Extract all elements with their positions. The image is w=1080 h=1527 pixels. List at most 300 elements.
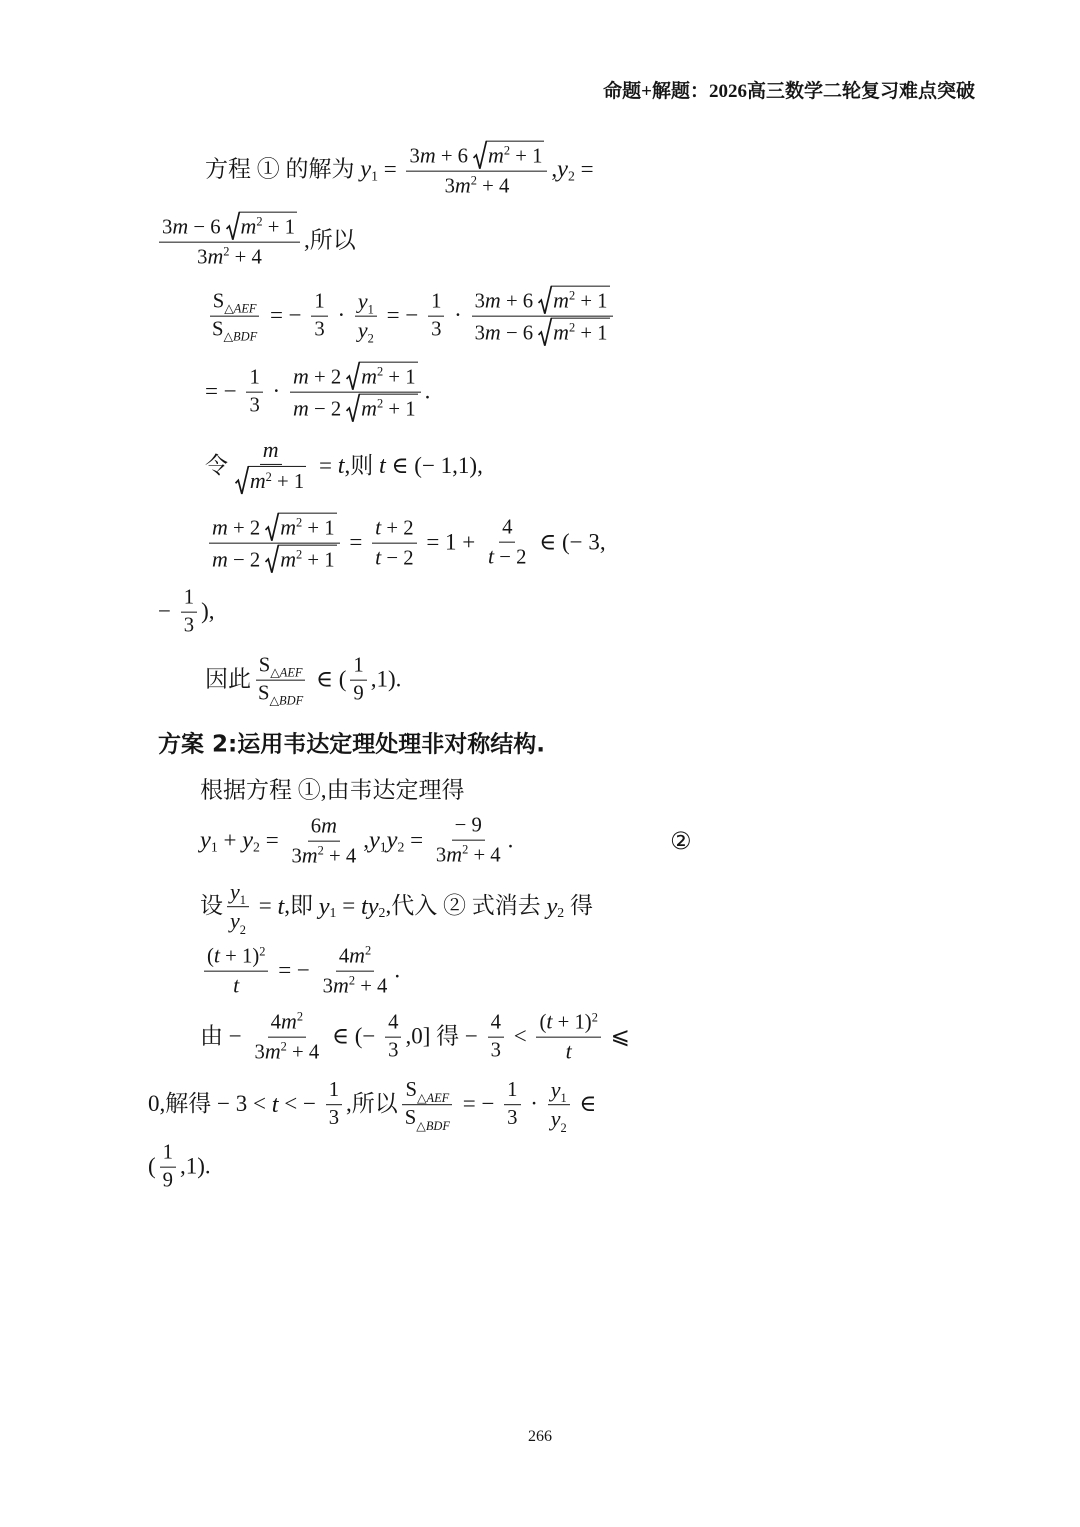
text-run: = [343, 529, 369, 555]
fraction-denominator [442, 172, 513, 200]
text-run: + 1 [510, 145, 543, 168]
radicand [248, 466, 306, 495]
math-variable: m [262, 436, 279, 462]
ratio-substitution-line [200, 879, 593, 935]
text-run: 由 − [200, 1023, 248, 1049]
text-run: + 1 [575, 290, 608, 313]
fraction [504, 1079, 520, 1132]
radicand [239, 212, 297, 241]
text-run: + 1) [220, 945, 260, 968]
fraction-numerator [488, 1011, 504, 1038]
math-variable: m [333, 972, 349, 998]
fraction [326, 1079, 342, 1132]
math-variable: m [301, 842, 318, 868]
radicand [486, 141, 544, 170]
text-run: 9 [162, 1169, 174, 1192]
radicand [359, 394, 417, 423]
fraction-denominator [232, 465, 309, 495]
text-run: 1 [507, 1079, 518, 1102]
square-root [538, 286, 609, 315]
fraction-denominator [488, 1038, 504, 1064]
math-variable: y [546, 892, 558, 920]
superscript: 2 [265, 469, 272, 484]
math-variable: m [553, 287, 569, 313]
inequality-line [200, 1009, 630, 1066]
text-run: 1 [162, 1141, 174, 1164]
math-variable: t [379, 451, 386, 479]
fraction-numerator [499, 516, 515, 543]
math-variable: m [446, 841, 463, 867]
text-run: ⩽ [604, 1023, 630, 1049]
text-run: − 2 [227, 549, 266, 572]
math-variable: y [386, 826, 398, 854]
math-variable: m [281, 1008, 297, 1034]
fraction-denominator [548, 1106, 570, 1133]
math-variable: t [565, 1038, 572, 1064]
fraction-numerator [536, 1009, 600, 1038]
conclusion-line-1 [205, 654, 401, 707]
text-run: ,则 [344, 452, 379, 478]
square-root [226, 212, 297, 241]
subscript: 1 [329, 905, 337, 921]
math-variable: m [553, 319, 569, 345]
radical-sign [346, 394, 360, 423]
math-variable: m [488, 142, 504, 168]
text-run: , [551, 156, 558, 182]
fraction-numerator [181, 586, 197, 613]
superscript: 2 [223, 244, 230, 259]
text-run: < − [278, 1091, 322, 1117]
fraction [251, 1009, 322, 1066]
square-root [473, 141, 544, 170]
radical-sign [265, 513, 279, 542]
superscript: 2 [591, 1010, 598, 1025]
text-run: S [212, 290, 225, 313]
text-run: 得 [564, 893, 593, 919]
fraction-numerator [336, 943, 374, 972]
fraction-denominator [320, 972, 391, 1000]
text-run: + 1 [302, 549, 335, 572]
fraction [320, 943, 391, 1000]
fraction-denominator [433, 841, 504, 869]
superscript: 2 [568, 320, 576, 335]
text-run: 3 [444, 175, 455, 198]
text-run: − 9 [454, 814, 482, 837]
fraction-numerator [268, 1009, 306, 1038]
text-run: − 2 [308, 398, 347, 421]
fraction [402, 1079, 453, 1132]
text-run: 1 [249, 366, 260, 389]
text-run: 3 [388, 1039, 399, 1062]
fraction-denominator [372, 544, 416, 572]
math-variable: y [550, 1077, 561, 1103]
text-run: + 4 [323, 845, 357, 868]
math-variable: t [375, 544, 382, 570]
text-run: ), [201, 598, 215, 624]
text-run: 3 [197, 246, 208, 269]
subscript: △AEF [270, 665, 303, 680]
math-variable: m [212, 514, 228, 540]
subscript: 1 [210, 839, 218, 855]
text-run: 3 [183, 614, 195, 637]
fraction-denominator [472, 317, 613, 347]
text-run: + 1 [302, 517, 335, 540]
solution-range-line [148, 1077, 596, 1133]
text-run: + 6 [435, 145, 474, 168]
text-run: + 4 [229, 246, 262, 269]
square-root [346, 362, 417, 391]
fraction [209, 513, 340, 574]
text-run: 4 [388, 1011, 399, 1034]
text-run: ,所以 [303, 227, 356, 253]
fraction-numerator [326, 1079, 342, 1106]
text-run: ∈ (− [326, 1023, 382, 1049]
math-variable: y [557, 155, 568, 183]
math-variable: m [240, 213, 257, 239]
math-variable: y [550, 1106, 561, 1132]
text-run: = − [272, 957, 316, 983]
math-variable: m [349, 942, 366, 968]
heading-text: 方案 2:运用韦达定理处理非对称结构. [158, 731, 545, 758]
fraction-denominator [355, 317, 377, 344]
range-derivation-line [205, 513, 606, 574]
fraction [255, 654, 306, 707]
subscript: 2 [253, 839, 260, 855]
text-run: . [424, 378, 431, 404]
text-run: 3 [474, 322, 485, 345]
text-run: 6 [310, 815, 322, 838]
math-variable: y [357, 317, 368, 343]
text-run: − 6 [188, 216, 226, 239]
math-variable: t [271, 1090, 279, 1118]
fraction-numerator [402, 1079, 452, 1106]
text-run: 1 [353, 654, 364, 677]
fraction-denominator [255, 681, 306, 707]
fraction [472, 286, 613, 347]
text-run: + 1) [552, 1011, 592, 1034]
fraction-denominator [227, 908, 249, 935]
text-run: ∈ (− 1,1), [385, 452, 483, 478]
radical-sign [538, 318, 552, 347]
text-run: = − [264, 302, 308, 328]
radical-sign [235, 466, 249, 495]
text-run: 3 [254, 1041, 265, 1064]
subscript: △AEF [224, 301, 257, 316]
text-run: ( [148, 1153, 156, 1179]
text-run: ∈ (− 3, [533, 529, 606, 555]
fraction-numerator [209, 513, 340, 544]
conclusion-line-2 [148, 1141, 211, 1194]
subscript: 2 [397, 839, 405, 855]
fraction-denominator [181, 613, 197, 639]
text-run: 1 [328, 1079, 340, 1102]
fraction-denominator [246, 393, 262, 419]
fraction [232, 437, 309, 495]
fraction [485, 516, 529, 571]
text-run: = [259, 827, 285, 853]
math-variable: y [230, 908, 240, 934]
superscript: 2 [296, 1009, 304, 1024]
text-run: = [377, 156, 403, 182]
math-variable: m [249, 468, 266, 494]
superscript: 2 [377, 396, 384, 411]
text-run: ,1). [370, 666, 402, 692]
math-variable: m [172, 213, 189, 239]
fraction-numerator [160, 1141, 176, 1168]
fraction-numerator [159, 212, 300, 243]
text-run: ( [539, 1011, 547, 1034]
text-run: + 1 [262, 216, 295, 239]
text-run: S [258, 682, 270, 705]
roots-line [205, 141, 594, 200]
math-variable: y [357, 288, 368, 314]
superscript: 2 [377, 364, 384, 379]
fraction-denominator [160, 1168, 176, 1194]
text-run: + 1 [383, 398, 416, 421]
radical-sign [538, 286, 552, 315]
fraction-denominator [428, 317, 444, 343]
math-variable: y [368, 826, 380, 854]
square-root [235, 466, 306, 495]
text-run: 3 [507, 1107, 518, 1130]
text-run: 根据方程 ①,由韦达定理得 [200, 777, 465, 803]
subscript: 2 [568, 168, 575, 184]
subscript: 1 [560, 1091, 567, 1106]
fraction [406, 141, 547, 200]
fraction-denominator [485, 543, 529, 571]
radicand [359, 362, 417, 391]
fraction-numerator [204, 943, 268, 972]
fraction [159, 212, 300, 271]
text-run: S [258, 654, 271, 677]
area-ratio-simplified-line [205, 362, 430, 423]
area-ratio-line [205, 286, 617, 347]
text-run: 3 [328, 1107, 340, 1130]
text-run: 3 [474, 290, 485, 313]
roots-line-continued [155, 212, 356, 271]
text-run: 3 [435, 844, 447, 867]
math-variable: m [280, 546, 297, 572]
math-variable: y [242, 826, 254, 854]
equation-tag: ② [670, 827, 692, 855]
fraction-denominator [194, 243, 265, 271]
text-run: 方程 ① 的解为 [205, 156, 361, 182]
text-run: + 1 [383, 366, 416, 389]
math-variable: m [321, 812, 337, 838]
fraction [372, 515, 416, 572]
radicand [551, 318, 609, 347]
superscript: 2 [259, 944, 266, 959]
text-run: 4 [270, 1011, 281, 1034]
text-run: − 2 [494, 546, 527, 569]
fraction-numerator [210, 290, 260, 317]
text-run: 3 [162, 216, 173, 239]
text-run: S [404, 1107, 417, 1130]
fraction [204, 943, 268, 999]
math-variable: m [264, 1038, 281, 1064]
math-variable: m [419, 142, 436, 168]
superscript: 2 [280, 1039, 287, 1054]
text-run: 3 [291, 845, 302, 868]
fraction-numerator [260, 437, 282, 465]
text-run: 4 [338, 945, 350, 968]
math-variable: m [361, 395, 378, 421]
text-run: ∈ [573, 1091, 597, 1117]
text-run: · [448, 302, 468, 328]
fraction-numerator [350, 654, 366, 681]
fraction [246, 366, 262, 419]
text-run: = − [205, 378, 243, 404]
text-run: < [507, 1023, 533, 1049]
text-run: = [252, 893, 278, 919]
vieta-intro-line [200, 777, 465, 806]
fraction [160, 1141, 176, 1194]
text-run: 1 [183, 586, 195, 609]
radical-sign [226, 212, 240, 241]
math-variable: m [292, 363, 309, 389]
math-variable: m [212, 546, 228, 572]
text-run: + 4 [286, 1041, 320, 1064]
substitution-line [205, 437, 483, 495]
text-run: + 2 [227, 517, 266, 540]
superscript: 2 [296, 547, 303, 562]
text-run: = [336, 893, 361, 919]
math-variable: t [213, 942, 220, 968]
text-run: 3 [314, 318, 325, 341]
math-variable: y [318, 892, 330, 920]
text-run: + [217, 827, 243, 853]
fraction [548, 1077, 570, 1133]
fraction-denominator [209, 544, 340, 574]
fraction-numerator [428, 290, 444, 317]
text-run: 9 [353, 682, 364, 705]
text-run: = [574, 156, 594, 182]
text-run: ( [207, 945, 214, 968]
fraction-numerator [227, 879, 249, 907]
subscript: 2 [557, 905, 565, 921]
fraction [428, 290, 444, 343]
subscript: 2 [560, 1120, 567, 1135]
text-run: · [331, 302, 351, 328]
text-run: ,0] 得 − [405, 1023, 484, 1049]
math-variable: m [484, 319, 501, 345]
math-variable: t [337, 451, 345, 479]
fraction-denominator [288, 842, 359, 870]
text-run: 令 [205, 452, 228, 478]
superscript: 2 [348, 973, 356, 988]
math-variable: t [546, 1008, 553, 1034]
math-variable: y [200, 826, 211, 854]
subscript: 2 [239, 922, 246, 937]
fraction-denominator [230, 972, 242, 999]
text-run: ,代入 ② 式消去 [385, 893, 547, 919]
math-variable: t [375, 514, 382, 540]
text-run: S [212, 318, 224, 341]
fraction-denominator [350, 681, 366, 707]
fraction-denominator [504, 1106, 520, 1132]
fraction-numerator [290, 362, 421, 393]
fraction [288, 813, 359, 870]
text-run: , [363, 827, 369, 853]
section-heading [158, 731, 545, 760]
subscript: △BDF [223, 329, 258, 344]
subscript: 1 [371, 168, 378, 184]
fraction [209, 290, 260, 343]
ratio-equation-line [200, 943, 400, 1000]
math-variable: m [454, 172, 471, 198]
fraction [536, 1009, 600, 1065]
subscript: 1 [367, 302, 374, 317]
text-run: 1 [314, 290, 325, 313]
text-run: + 2 [308, 366, 347, 389]
text-run: S [405, 1079, 417, 1102]
text-run: + 4 [355, 975, 388, 998]
fraction [385, 1011, 401, 1064]
fraction [290, 362, 421, 423]
square-root [265, 545, 336, 574]
text-run: . [507, 827, 514, 853]
superscript: 2 [256, 214, 263, 229]
fraction-numerator [355, 288, 377, 316]
text-run: ,1). [180, 1153, 211, 1179]
fraction-numerator [472, 286, 613, 317]
square-root [538, 318, 609, 347]
math-variable: m [361, 363, 378, 389]
text-run: + 4 [476, 175, 510, 198]
radicand [551, 286, 609, 315]
fraction-numerator [256, 654, 306, 681]
text-run: + 1 [575, 322, 608, 345]
text-run: + 6 [500, 290, 539, 313]
text-run: 设 [200, 893, 223, 919]
fraction-numerator [308, 813, 340, 842]
text-run: + 4 [468, 844, 501, 867]
vieta-formula-line [200, 813, 513, 870]
fraction-numerator [548, 1077, 570, 1105]
superscript: 2 [296, 515, 303, 530]
radical-sign [473, 141, 487, 170]
text-run: 3 [322, 975, 333, 998]
fraction [488, 1011, 504, 1064]
fraction-denominator [290, 393, 421, 423]
subscript: 2 [378, 905, 386, 921]
subscript: 1 [239, 893, 246, 908]
range-derivation-line-continued [158, 586, 215, 639]
text-run: 3 [490, 1039, 501, 1062]
text-run: = − [456, 1091, 501, 1117]
fraction [433, 814, 504, 869]
superscript: 2 [568, 288, 576, 303]
text-run: = [313, 452, 338, 478]
text-run: 3 [409, 145, 420, 168]
fraction-numerator [372, 515, 416, 544]
text-run: 0,解得 − 3 < [148, 1091, 272, 1117]
subscript: △BDF [416, 1118, 450, 1133]
text-run: ,即 [284, 893, 319, 919]
radical-sign [346, 362, 360, 391]
page-number: 266 [528, 1428, 552, 1445]
text-run: 3 [249, 394, 260, 417]
math-variable: t [360, 892, 368, 920]
fraction [350, 654, 366, 707]
fraction [355, 288, 377, 344]
text-run: ∈ ( [310, 666, 347, 692]
text-run: + 2 [381, 517, 414, 540]
subscript: △AEF [416, 1090, 450, 1105]
text-run: 3 [431, 318, 442, 341]
running-header: 命题+解题：2026高三数学二轮复习难点突破 [603, 81, 975, 102]
fraction [181, 586, 197, 639]
